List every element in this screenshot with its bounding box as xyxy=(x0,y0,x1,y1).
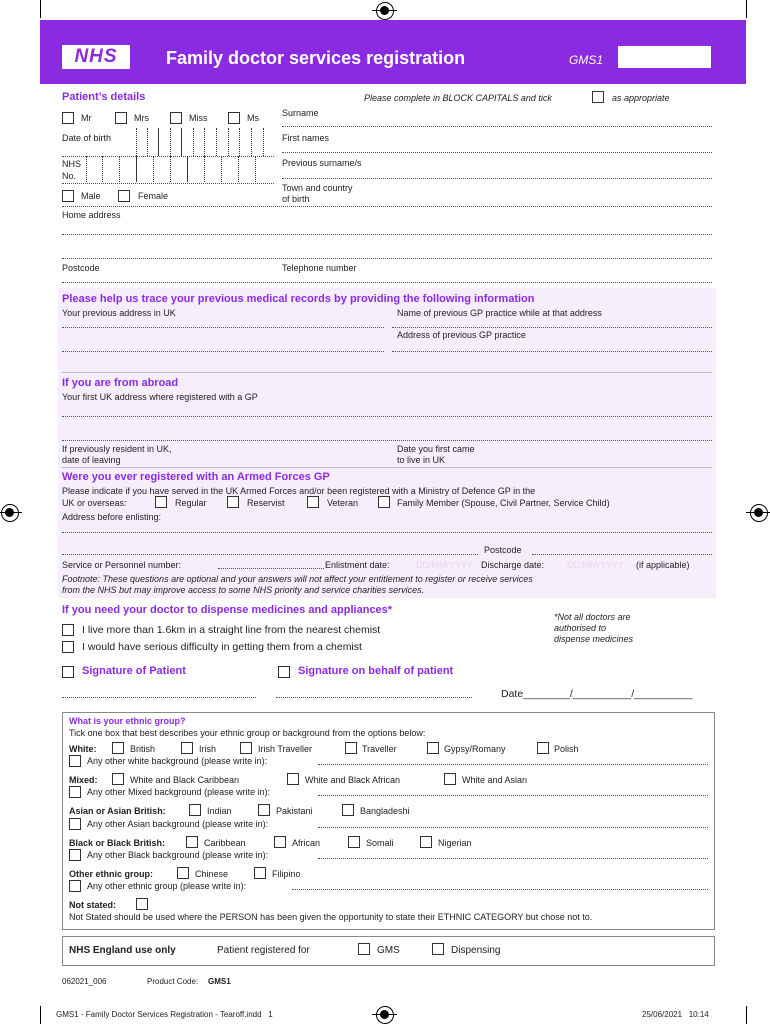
instruction-suffix: as appropriate xyxy=(612,93,670,103)
records-panel xyxy=(58,288,716,598)
title-mrs-checkbox[interactable] xyxy=(115,112,127,124)
asian-other-field[interactable] xyxy=(318,827,708,828)
patient-details-title: Patient’s details xyxy=(62,91,146,103)
polish-checkbox[interactable] xyxy=(537,742,549,754)
reservist-checkbox[interactable] xyxy=(227,496,239,508)
white-black-african-checkbox[interactable] xyxy=(287,773,299,785)
somali-label: Somali xyxy=(366,838,394,848)
ethnic-title: What is your ethnic group? xyxy=(69,716,186,726)
title-mr-checkbox[interactable] xyxy=(62,112,74,124)
first-uk-address-line-1[interactable] xyxy=(62,416,712,417)
other-ethnic-other-label: Any other ethnic group (please write in): xyxy=(87,881,247,891)
form-code: GMS1 xyxy=(569,53,604,67)
crop-mark xyxy=(40,0,41,18)
signature-behalf-label: Signature on behalf of patient xyxy=(298,665,454,677)
tick-example-box xyxy=(592,91,604,103)
white-british-label: British xyxy=(130,744,156,754)
male-label: Male xyxy=(81,191,101,201)
female-label: Female xyxy=(138,191,169,201)
office-use-box[interactable] xyxy=(618,46,711,68)
mixed-other-checkbox[interactable] xyxy=(69,786,81,798)
form-version-code: 062021_006 xyxy=(62,977,107,986)
signature-patient-checkbox[interactable] xyxy=(62,666,74,678)
prev-gp-name-label: Name of previous GP practice while at that address xyxy=(397,308,602,318)
dispense-distance-checkbox[interactable] xyxy=(62,624,74,636)
first-uk-address-line-2[interactable] xyxy=(62,440,712,441)
traveller-checkbox[interactable] xyxy=(345,742,357,754)
dispense-difficulty-label: I would have serious difficulty in getting them from a chemist xyxy=(82,641,362,653)
title-mr-label: Mr xyxy=(81,113,92,123)
address-before-label: Address before enlisting: xyxy=(62,512,162,522)
telephone-label: Telephone number xyxy=(282,263,357,273)
first-names-field[interactable] xyxy=(282,152,712,153)
regular-checkbox[interactable] xyxy=(155,496,167,508)
product-code-value: GMS1 xyxy=(208,977,231,986)
not-stated-label: Not stated: xyxy=(69,900,116,910)
discharge-date-field[interactable]: DD/MM/YYYY xyxy=(567,560,625,570)
irish-traveller-checkbox[interactable] xyxy=(240,742,252,754)
product-code-label: Product Code: xyxy=(147,977,199,986)
prev-gp-name-field[interactable] xyxy=(392,327,712,328)
nhs-logo: NHS xyxy=(62,45,130,69)
crop-mark xyxy=(40,1006,41,1024)
ethnic-instruction: Tick one box that best describes your ethnic group or background from the options below: xyxy=(69,728,426,738)
asian-other-checkbox[interactable] xyxy=(69,818,81,830)
bangladeshi-label: Bangladeshi xyxy=(360,806,410,816)
other-ethnic-label: Other ethnic group: xyxy=(69,869,153,879)
dispense-distance-label: I live more than 1.6km in a straight line from the nearest chemist xyxy=(82,624,381,636)
somali-checkbox[interactable] xyxy=(348,836,360,848)
town-country-label: Town and country of birth xyxy=(282,183,353,204)
irish-traveller-label: Irish Traveller xyxy=(258,744,313,754)
caribbean-label: Caribbean xyxy=(204,838,246,848)
registration-mark-icon xyxy=(750,504,768,522)
asian-label: Asian or Asian British: xyxy=(69,806,166,816)
black-other-label: Any other Black background (please write in): xyxy=(87,850,269,860)
african-label: African xyxy=(292,838,321,848)
pakistani-label: Pakistani xyxy=(276,806,313,816)
nhs-no-underline xyxy=(62,183,274,184)
indesign-file-slug: GMS1 - Family Doctor Services Registration - Tearoff.indd 1 xyxy=(56,1010,273,1019)
gms-checkbox[interactable] xyxy=(358,943,370,955)
previous-surnames-label: Previous surname/s xyxy=(282,158,362,168)
address-before-line-1[interactable] xyxy=(62,532,712,533)
asian-other-label: Any other Asian background (please write in): xyxy=(87,819,269,829)
male-checkbox[interactable] xyxy=(62,190,74,202)
dispense-difficulty-checkbox[interactable] xyxy=(62,641,74,653)
mixed-other-label: Any other Mixed background (please write in): xyxy=(87,787,271,797)
gms-label: GMS xyxy=(377,945,400,956)
veteran-checkbox[interactable] xyxy=(307,496,319,508)
caribbean-checkbox[interactable] xyxy=(186,836,198,848)
dob-field[interactable] xyxy=(136,128,272,156)
other-ethnic-other-checkbox[interactable] xyxy=(69,880,81,892)
filipino-label: Filipino xyxy=(272,869,301,879)
divider xyxy=(62,467,712,468)
footnote-line-2: from the NHS but may improve access to some NHS priority and service charities services. xyxy=(62,585,425,595)
white-other-checkbox[interactable] xyxy=(69,755,81,767)
dob-label: Date of birth xyxy=(62,133,112,143)
dispense-note: *Not all doctors are authorised to dispense medicines xyxy=(554,612,634,644)
crop-mark xyxy=(746,1006,747,1024)
pakistani-checkbox[interactable] xyxy=(258,804,270,816)
black-label: Black or Black British: xyxy=(69,838,166,848)
postcode-label: Postcode xyxy=(62,263,100,273)
gypsy-romany-checkbox[interactable] xyxy=(427,742,439,754)
date-came-label: Date you first came to live in UK xyxy=(397,444,475,465)
service-number-field[interactable] xyxy=(218,568,324,569)
print-datetime: 25/06/2021 10:14 xyxy=(642,1010,709,1019)
indian-label: Indian xyxy=(207,806,232,816)
mixed-other-field[interactable] xyxy=(318,795,708,796)
first-uk-address-label: Your first UK address where registered with a GP xyxy=(62,392,258,402)
white-black-caribbean-checkbox[interactable] xyxy=(112,773,124,785)
records-title: Please help us trace your previous medical records by providing the following information xyxy=(62,293,535,305)
dispensing-checkbox[interactable] xyxy=(432,943,444,955)
title-ms-checkbox[interactable] xyxy=(228,112,240,124)
dispensing-label: Dispensing xyxy=(451,945,501,956)
registration-mark-icon xyxy=(1,504,19,522)
footnote-line-1: Footnote: These questions are optional and your answers will not affect your entitlement to register or receive services xyxy=(62,574,533,584)
chinese-checkbox[interactable] xyxy=(177,867,189,879)
white-other-field[interactable] xyxy=(318,764,708,765)
mixed-label: Mixed: xyxy=(69,775,98,785)
nigerian-label: Nigerian xyxy=(438,838,472,848)
home-address-line-1[interactable] xyxy=(62,234,712,235)
enlistment-date-label: Enlistment date: xyxy=(325,560,390,570)
not-stated-text: Not Stated should be used where the PERSON has been given the opportunity to state their ETHNIC CATEGORY but chose not to. xyxy=(69,912,593,922)
dispense-title: If you need your doctor to dispense medicines and appliances* xyxy=(62,604,393,616)
crop-mark xyxy=(746,0,747,18)
title-ms-label: Ms xyxy=(247,113,259,123)
registration-mark-icon xyxy=(376,2,394,20)
signature-date-field[interactable]: Date________/__________/__________ xyxy=(501,688,693,700)
indian-checkbox[interactable] xyxy=(189,804,201,816)
town-country-field[interactable] xyxy=(62,206,712,207)
black-other-field[interactable] xyxy=(318,858,708,859)
family-member-checkbox[interactable] xyxy=(378,496,390,508)
white-irish-checkbox[interactable] xyxy=(181,742,193,754)
black-other-checkbox[interactable] xyxy=(69,849,81,861)
registration-mark-icon xyxy=(376,1006,394,1024)
enlistment-date-field[interactable]: DD/MM/YYYY xyxy=(416,560,474,570)
armed-postcode-label: Postcode xyxy=(484,545,522,555)
first-names-label: First names xyxy=(282,133,330,143)
bangladeshi-checkbox[interactable] xyxy=(342,804,354,816)
white-british-checkbox[interactable] xyxy=(112,742,124,754)
armed-forces-instruction-2: UK or overseas: xyxy=(62,498,127,508)
gypsy-romany-label: Gypsy/Romany xyxy=(444,744,506,754)
divider xyxy=(62,372,712,373)
family-member-label: Family Member (Spouse, Civil Partner, Service Child) xyxy=(397,498,610,508)
not-stated-checkbox[interactable] xyxy=(136,898,148,910)
nhs-england-label: NHS England use only xyxy=(69,945,176,956)
armed-postcode-field[interactable] xyxy=(532,554,712,555)
filipino-checkbox[interactable] xyxy=(254,867,266,879)
home-address-line-2[interactable] xyxy=(62,258,712,259)
polish-label: Polish xyxy=(554,744,579,754)
registered-for-label: Patient registered for xyxy=(217,945,310,956)
prev-gp-address-label: Address of previous GP practice xyxy=(397,330,526,340)
armed-forces-title: Were you ever registered with an Armed Forces GP xyxy=(62,471,330,483)
discharge-date-label: Discharge date: xyxy=(481,560,545,570)
nhs-number-field[interactable] xyxy=(86,156,276,182)
abroad-title: If you are from abroad xyxy=(62,377,179,389)
armed-forces-instruction: Please indicate if you have served in the UK Armed Forces and/or been registered with a Ministry of Defence GP in the xyxy=(62,486,536,496)
white-irish-label: Irish xyxy=(199,744,217,754)
traveller-label: Traveller xyxy=(362,744,397,754)
title-mrs-label: Mrs xyxy=(134,113,149,123)
if-applicable-label: (if applicable) xyxy=(636,560,690,570)
service-number-label: Service or Personnel number: xyxy=(62,560,182,570)
prev-address-line-1[interactable] xyxy=(62,327,384,328)
signature-behalf-checkbox[interactable] xyxy=(278,666,290,678)
prev-gp-address-field[interactable] xyxy=(392,351,712,352)
regular-label: Regular xyxy=(175,498,207,508)
surname-label: Surname xyxy=(282,108,319,118)
signature-behalf-field[interactable] xyxy=(276,697,472,698)
white-label: White: xyxy=(69,744,97,754)
home-address-label: Home address xyxy=(62,210,121,220)
postcode-telephone-field[interactable] xyxy=(62,282,712,283)
title-miss-checkbox[interactable] xyxy=(170,112,182,124)
instruction-text: Please complete in BLOCK CAPITALS and tick xyxy=(364,93,552,103)
reservist-label: Reservist xyxy=(247,498,285,508)
signature-patient-field[interactable] xyxy=(62,697,256,698)
date-leaving-label: If previously resident in UK, date of leaving xyxy=(62,444,172,465)
chinese-label: Chinese xyxy=(195,869,229,879)
white-asian-checkbox[interactable] xyxy=(444,773,456,785)
form-title: Family doctor services registration xyxy=(166,48,466,68)
white-black-caribbean-label: White and Black Caribbean xyxy=(130,775,240,785)
nigerian-checkbox[interactable] xyxy=(420,836,432,848)
white-black-african-label: White and Black African xyxy=(305,775,401,785)
veteran-label: Veteran xyxy=(327,498,359,508)
other-ethnic-other-field[interactable] xyxy=(292,889,708,890)
white-asian-label: White and Asian xyxy=(462,775,528,785)
surname-field[interactable] xyxy=(282,126,712,127)
previous-surnames-field[interactable] xyxy=(282,178,712,179)
title-miss-label: Miss xyxy=(189,113,208,123)
prev-address-line-2[interactable] xyxy=(62,351,384,352)
signature-patient-label: Signature of Patient xyxy=(82,665,186,677)
white-other-label: Any other white background (please write in): xyxy=(87,756,268,766)
nhs-no-label: NHS No. xyxy=(62,159,82,181)
prev-address-label: Your previous address in UK xyxy=(62,308,176,318)
female-checkbox[interactable] xyxy=(118,190,130,202)
address-before-line-2[interactable] xyxy=(62,554,478,555)
african-checkbox[interactable] xyxy=(274,836,286,848)
